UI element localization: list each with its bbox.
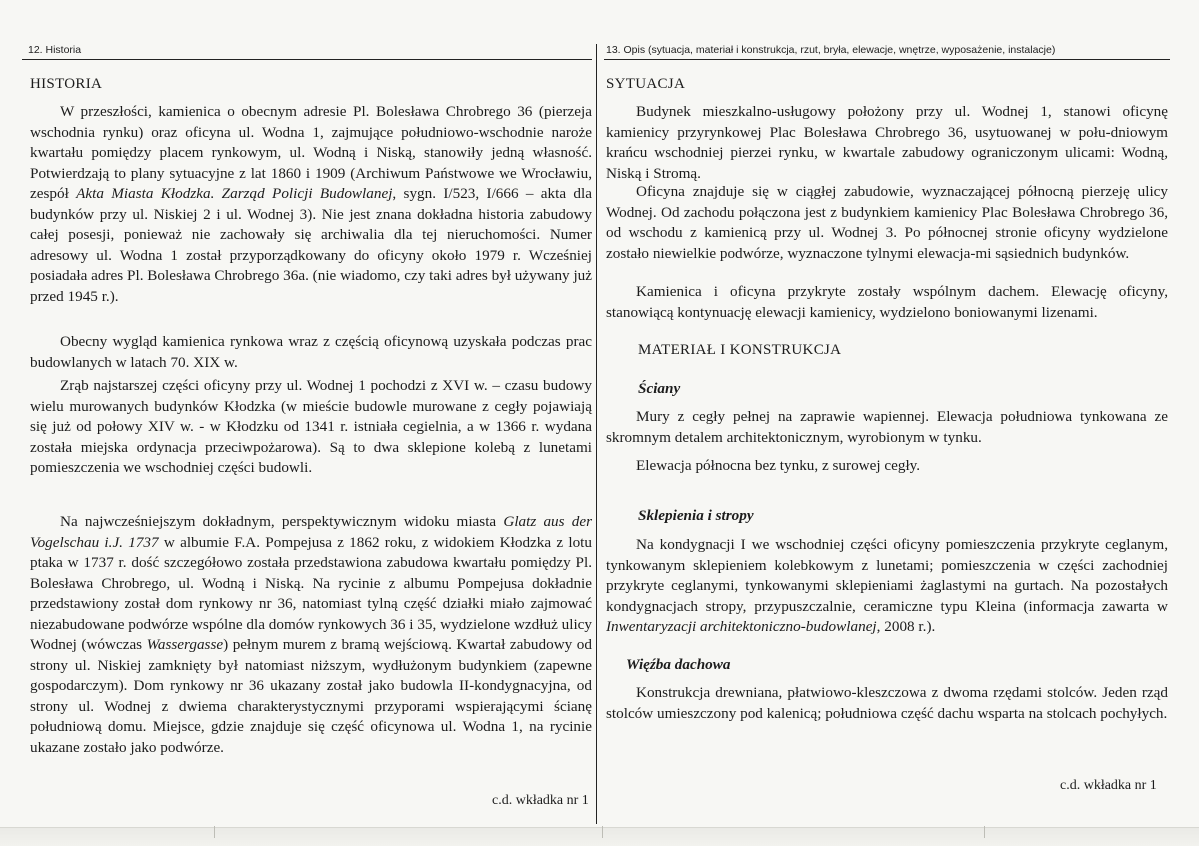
subheading-roof: Więźba dachowa [626, 656, 731, 673]
continued-note-right: c.d. wkładka nr 1 [1060, 778, 1157, 793]
walls-paragraph-2: Elewacja północna bez tynku, z surowej cegły. [636, 457, 921, 474]
roof-paragraph: Konstrukcja drewniana, płatwiowo-kleszczowa z dwoma rzędami stolców. Jeden rząd stolców umieszczony pod kalenicą; południowa część dachu wsparta na stolcach pochyłych. [606, 684, 1168, 722]
text-run: Na najwcześniejszym dokładnym, perspektywicznym widoku miasta [60, 513, 504, 530]
situation-paragraph-3: Kamienica i oficyna przykryte zostały wspólnym dachem. Elewację oficyny, stanowiącą kontynuację elewacji kamienicy, wydzielono boniowanymi lizenami. [606, 283, 1168, 321]
history-paragraph-1 [30, 102, 592, 307]
section-title-history: HISTORIA [30, 76, 103, 92]
vaults-paragraph [606, 535, 1168, 638]
edge-mark [984, 826, 985, 838]
edge-mark [214, 826, 215, 838]
text-run: W przeszłości, kamienica o obecnym adresie Pl. Bolesława Chrobrego 36 (pierzeja wschodnia rynku) oraz oficyna ul. Wodna 1, zajmujące południowo-wschodnie naroże kwartału pomiędzy placem rynkowym, ul. Wodną i Niską, stanowiły jedną własność. Potwierdzają to plany sytuacyjne z lat 1860 i 1909 (Archiwum Państwowe we Wrocławiu, zespół [30, 103, 592, 202]
section-header-history: 12. Historia [22, 44, 592, 60]
section-title-situation: SYTUACJA [606, 76, 686, 92]
situation-paragraph-1: Budynek mieszkalno-usługowy położony przy ul. Wodnej 1, stanowi oficynę kamienicy przyrynkowej Plac Bolesława Chrobrego 36, usytuowanej w połu-dniowym krańcu wschodniej pierzei rynku, w kwartale zabudowy ograniczonym ulicami: Wodną, Niską i Stromą. [606, 103, 1168, 182]
subheading-walls: Ściany [638, 380, 681, 397]
text-run: ) pełnym murem z bramą wejściową. Kwartał zabudowy od strony ul. Niskiej zamknięty był natomiast niższym, wydłużonym budynkiem (zapewne gospodarczym). Dom rynkowy nr 36 ukazany został jako budowla II-kondygnacyjna, od strony ul. Wodnej z dwiema charakterystycznymi przyporami wspierającymi ścianę południową domu. Miejsce, gdzie znajduje się część oficynowa ul. Wodna 1, na rycinie ukazane zostało jako podwórze. [30, 636, 592, 756]
edge-mark [602, 826, 603, 838]
italic-run: Wassergasse [146, 636, 224, 653]
section-header-description: 13. Opis (sytuacja, materiał i konstrukcja, rzut, bryła, elewacje, wnętrze, wyposażenie, instalacje) [604, 44, 1170, 60]
situation-paragraph-2: Oficyna znajduje się w ciągłej zabudowie, wyznaczającej północną pierzeję ulicy Wodnej. Od zachodu połączona jest z budynkiem kamienicy Plac Bolesława Chrobrego 36, od wschodu z kamienicą przy ul. Wodnej 3. Po północnej stronie oficyny wydzielone zostało niewielkie podwórze, wyznaczone tylnymi elewacja-mi sąsiednich budynków. [606, 183, 1168, 262]
italic-run: Glatz aus der Vogelschau i.J. 1737 [30, 513, 592, 551]
history-paragraph-2: Obecny wygląd kamienica rynkowa wraz z częścią oficynową uzyskała podczas prac budowlanych w latach 70. XIX w. [30, 333, 592, 371]
text-run: , sygn. I/523, I/666 – akta dla budynków przy ul. Niskiej 2 i ul. Wodnej 3). Nie jest znana dokładna historia zabudowy całej posesji, ponieważ nie zachowały się archiwalia dla tej nieruchomości. Numer adresowy ul. Wodna 1 został przyporządkowany do oficyny około 1979 r. Wcześniej posiadała adres Pl. Bolesława Chrobrego 36a. (nie wiadomo, czy taki adres był używany już przed 1945 r.). [30, 185, 592, 305]
italic-run: Inwentaryzacji architektoniczno-budowlanej [606, 618, 877, 635]
walls-paragraph-1: Mury z cegły pełnej na zaprawie wapiennej. Elewacja południowa tynkowana ze skromnym detalem architektonicznym, wyrobionym w tynku. [606, 408, 1168, 446]
subheading-vaults: Sklepienia i stropy [638, 507, 754, 524]
text-run: w albumie F.A. Pompejusa z 1862 roku, z widokiem Kłodzka z lotu ptaka w 1737 r. dość szczegółowo została przedstawiona zabudowa kwartału pomiędzy Pl. Bolesława Chrobrego, ul. Wodną i Niską. Na rycinie z albumu Pompejusa dokładnie przedstawiony został dom rynkowy nr 36, natomiast tylną część działki miało zajmować niezabudowane podwórze wspólne dla domów rynkowych 36 i 35, wydzielone wzdłuż ulicy Wodnej (wówczas [30, 533, 592, 653]
section-title-material: MATERIAŁ I KONSTRUKCJA [638, 342, 842, 358]
italic-run: Akta Miasta Kłodzka. Zarząd Policji Budowlanej [76, 185, 393, 202]
text-run: Na kondygnacji I we wschodniej części oficyny pomieszczenia przykryte ceglanym, tynkowanym sklepieniem kolebkowym z lunetami; pomieszczenia w części zachodniej przykryte ceglanymi, tynkowanymi sklepieniami żaglastymi na gurtach. Na pozostałych kondygnacjach stropy, przypuszczalnie, ceramiczne typu Kleina (informacja zawarta w [606, 536, 1168, 615]
continued-note-left: c.d. wkładka nr 1 [492, 793, 589, 808]
page-bottom-edge [0, 827, 1199, 846]
column-divider [596, 44, 597, 824]
history-paragraph-3: Zrąb najstarszej części oficyny przy ul. Wodnej 1 pochodzi z XVI w. – czasu budowy wielu murowanych budynków Kłodzka (w mieście budowle murowane z cegły pojawiają się już od połowy XIV w. - w Kłodzku od 1341 r. istniała cegielnia, a w 1366 r. wydana została miejska ordynacja przeciwpożarowa). Są to dwa sklepione kolebą z lunetami pomieszczenia we wschodniej części budowli. [30, 377, 592, 476]
text-run: , 2008 r.). [876, 618, 936, 635]
history-paragraph-4 [30, 512, 592, 758]
